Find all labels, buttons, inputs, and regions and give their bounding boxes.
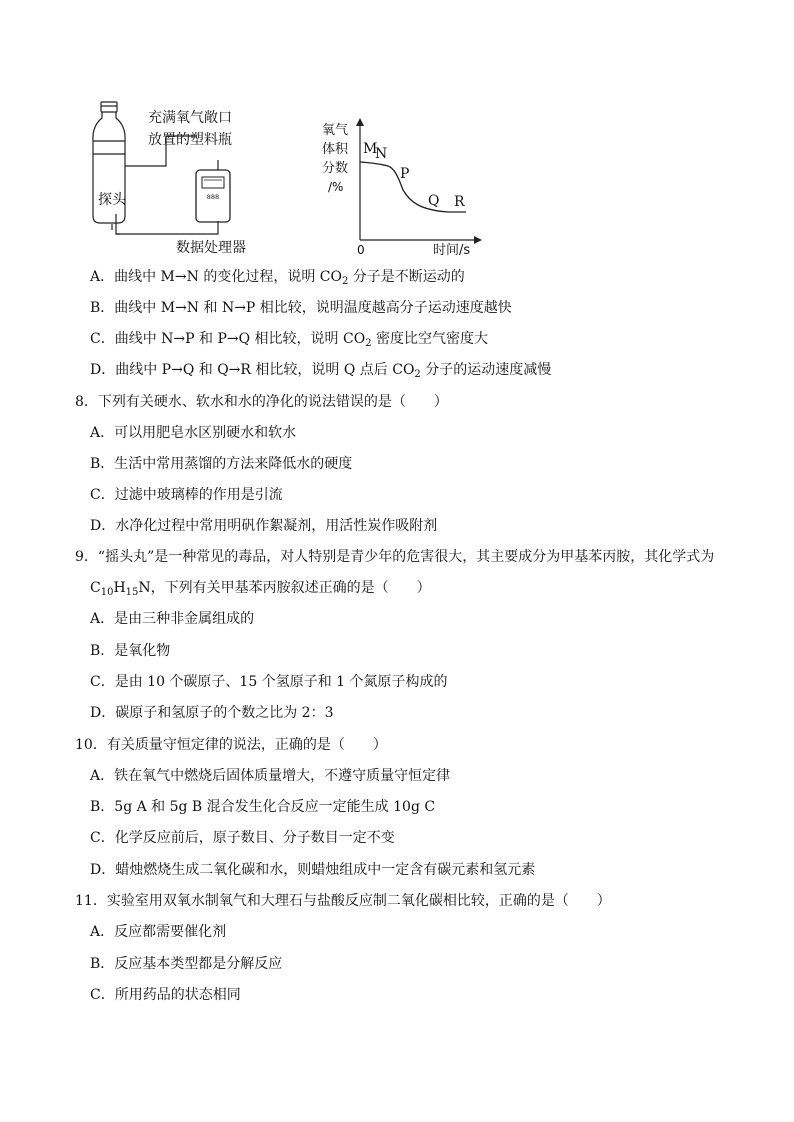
- q9-option-c: C．是由 10 个碳原子、15 个氢原子和 1 个氮原子构成的: [90, 674, 448, 690]
- q11-option-b: B．反应基本类型都是分解反应: [90, 956, 283, 972]
- q8-option-d: D．水净化过程中常用明矾作絮凝剂，用活性炭作吸附剂: [90, 518, 438, 534]
- point-p: P: [400, 166, 410, 182]
- q10-option-d: D．蜡烛燃烧生成二氧化碳和水，则蜡烛组成中一定含有碳元素和氢元素: [90, 862, 536, 878]
- q11-stem: 11．实验室用双氧水制氧气和大理石与盐酸反应制二氧化碳相比较，正确的是（ ）: [75, 893, 611, 909]
- experiment-diagram: [88, 96, 488, 261]
- experiment-figure: [88, 96, 488, 261]
- data-processor-icon: [196, 160, 230, 222]
- q7-option-c-text: C．曲线中 N→P 和 P→Q 相比较，说明 CO: [90, 331, 366, 347]
- q9-option-a: A．是由三种非金属组成的: [90, 611, 255, 627]
- q8-option-b: B．生活中常用蒸馏的方法来降低水的硬度: [90, 456, 353, 472]
- q10-option-c: C．化学反应前后，原子数目、分子数目一定不变: [90, 830, 395, 846]
- q7-option-d: [90, 361, 794, 379]
- q8-stem: 8．下列有关硬水、软水和水的净化的说法错误的是（ ）: [75, 394, 448, 410]
- q8-option-c: C．过滤中玻璃棒的作用是引流: [90, 487, 283, 503]
- subscript: 2: [365, 338, 372, 349]
- point-r: R: [454, 194, 465, 210]
- probe-label: 探头: [98, 192, 126, 208]
- q7-option-c: [90, 330, 794, 348]
- q9-stem-line2: [90, 579, 794, 597]
- q7-option-b: B．曲线中 M→N 和 N→P 相比较，说明温度越高分子运动速度越快: [90, 300, 512, 316]
- q9-option-b: B．是氧化物: [90, 643, 171, 659]
- point-q: Q: [428, 193, 440, 209]
- y-axis-label-1: 氧气: [322, 123, 349, 138]
- oxygen-curve-graph: [322, 118, 482, 258]
- q11-option-c: C．所用药品的状态相同: [90, 987, 241, 1003]
- subscript: 2: [414, 369, 421, 380]
- device-display: 888: [206, 193, 220, 201]
- x-axis-label: 时间/s: [433, 243, 471, 258]
- oxygen-curve: [360, 162, 466, 212]
- q9-option-d: D．碳原子和氢原子的个数之比为 2：3: [90, 705, 334, 721]
- q10-option-b: B．5g A 和 5g B 混合发生化合反应一定能生成 10g C: [90, 799, 436, 815]
- point-n: N: [375, 146, 388, 162]
- q9-stem-line1: 9．“摇头丸”是一种常见的毒品，对人特别是青少年的危害很大，其主要成分为甲基苯丙胺，其化学式为: [75, 549, 715, 565]
- formula-c: C: [90, 580, 101, 596]
- q7-option-d-text: D．曲线中 P→Q 和 Q→R 相比较，说明 Q 点后 CO: [90, 362, 415, 378]
- subscript: 15: [125, 587, 139, 598]
- q7-option-a-text-end: 分子是不断运动的: [348, 269, 465, 285]
- q9-stem-rest: N，下列有关甲基苯丙胺叙述正确的是（ ）: [138, 580, 431, 596]
- y-axis-label-4: /%: [328, 180, 344, 194]
- q7-option-c-text-end: 密度比空气密度大: [371, 331, 489, 347]
- q8-option-a: A．可以用肥皂水区别硬水和软水: [90, 425, 297, 441]
- q7-option-a: [90, 268, 794, 286]
- formula-h: H: [113, 580, 126, 596]
- cable-bottom: [116, 221, 218, 234]
- origin-label: 0: [357, 243, 365, 257]
- q10-stem: 10．有关质量守恒定律的说法，正确的是（ ）: [75, 737, 387, 753]
- bottle-label-line1: 充满氧气敞口: [148, 110, 232, 126]
- y-axis-label-2: 体积: [322, 142, 349, 157]
- q7-option-a-text: A．曲线中 M→N 的变化过程，说明 CO: [90, 269, 342, 285]
- point-m: M: [363, 141, 378, 157]
- y-axis-label-3: 分数: [322, 161, 349, 176]
- bottle-label-line2: 放置的塑料瓶: [148, 132, 232, 148]
- q11-option-a: A．反应都需要催化剂: [90, 924, 227, 940]
- q10-option-a: A．铁在氧气中燃烧后固体质量增大，不遵守质量守恒定律: [90, 768, 451, 784]
- subscript: 2: [341, 276, 349, 287]
- device-label: 数据处理器: [176, 240, 246, 256]
- q7-option-d-text-end: 分子的运动速度减慢: [420, 362, 552, 378]
- subscript: 10: [100, 587, 114, 598]
